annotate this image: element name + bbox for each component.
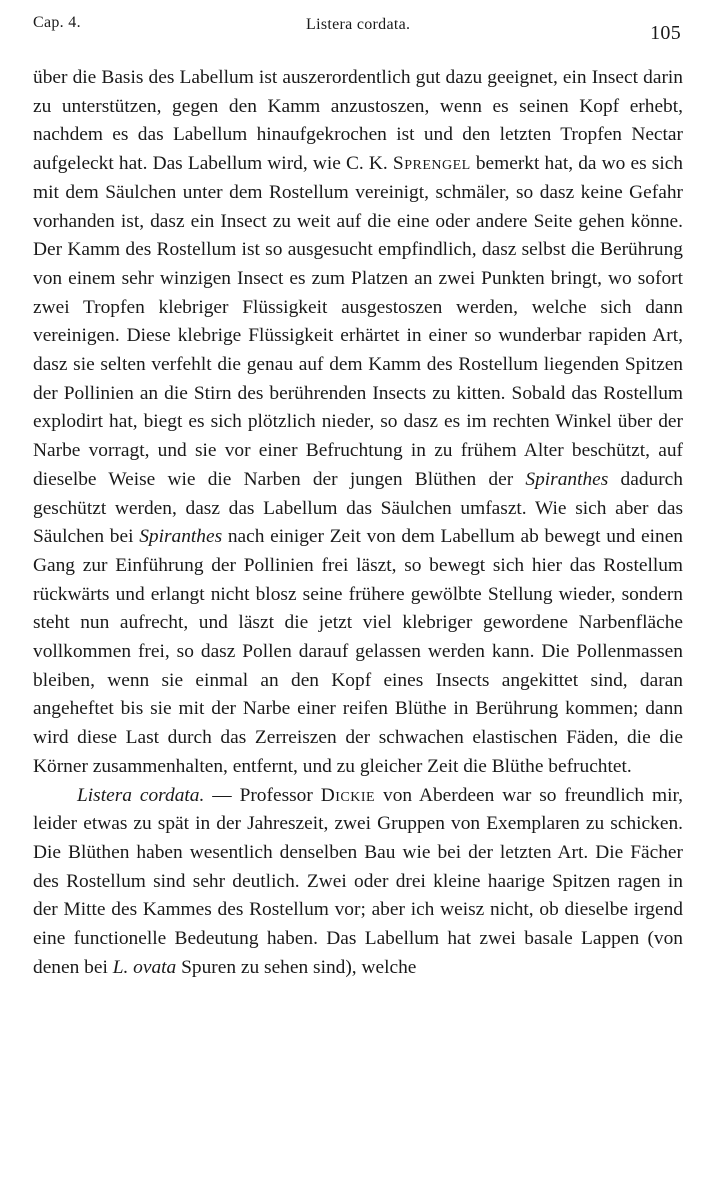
- text-run: bemerkt hat, da wo es sich mit dem Säulchen unter dem Rostellum vereinigt, schmäler, so dasz keine Gefahr vorhanden ist, dasz ein Insect zu weit auf die eine oder andere Seite gehen könne. Der Kamm des Rostellum ist so ausgesucht empfindlich, dasz selbst die Berührung von einem sehr winzigen Insect es zum Platzen an zwei Punkten bringt, wo sofort zwei Tropfen klebriger Flüssigkeit ausgestoszen werden, welche sich dann vereinigen. Diese klebrige Flüssigkeit erhärtet in einer so wunderbar rapiden Art, dasz sie selten verfehlt die genau auf dem Kamm des Rostellum liegenden Spitzen der Pollinien an die Stirn des berührenden Insects zu kitten. Sobald das Rostellum explodirt hat, biegt es sich plötzlich nieder, so dasz es im rechten Winkel über der Narbe vorragt, und sie vor einer Befruchtung in zu frühem Alter beschützt, auf dieselbe Weise wie die Narben der jungen Blüthen der: [33, 153, 684, 490]
- chapter-label: Cap. 4.: [33, 14, 81, 31]
- author-name-sprengel: Sprengel: [392, 153, 471, 175]
- text-run: — Professor: [204, 784, 321, 806]
- paragraph-continued: [33, 64, 683, 782]
- genus-name: Spiranthes: [525, 468, 609, 490]
- species-abbreviation: L. ovata: [112, 956, 177, 978]
- text-run: dadurch geschützt werden, dasz das Labellum das Säulchen umfaszt. Wie sich aber das Säulchen bei: [33, 468, 683, 548]
- running-title: Listera cordata.: [306, 16, 411, 33]
- text-run: nach einiger Zeit von dem Labellum ab bewegt und einen Gang zur Einführung der Pollinien frei läszt, so bewegt sich hier das Rostellum rückwärts und erlangt nicht blosz seine frühere gewölbte Stellung wieder, sondern steht nun aufrecht, und läszt die jetzt viel klebriger gewordene Narbenfläche vollkommen frei, so dasz Pollen darauf gelassen werden kann. Die Pollenmassen bleiben, wenn sie einmal an den Kopf eines Insects angekittet sind, daran angeheftet bis sie mit der Narbe einer reifen Blüthe in Berührung kommen; dann wird diese Last durch das Zerreiszen der schwachen elastischen Fäden, die die Körner zusammenhalten, entfernt, und zu gleicher Zeit die Blüthe befruchtet.: [33, 526, 683, 777]
- author-name-dickie: Dickie: [320, 784, 376, 806]
- book-page: [33, 14, 683, 983]
- page-number: 105: [650, 22, 681, 44]
- running-head: [33, 14, 683, 44]
- genus-name: Spiranthes: [139, 526, 223, 548]
- text-run: Spuren zu sehen sind), welche: [176, 956, 417, 978]
- body-text: [33, 64, 683, 983]
- text-run: von Aberdeen war so freundlich mir, leider etwas zu spät in der Jahreszeit, zwei Gruppen von Exemplaren zu schicken. Die Blüthen haben wesentlich denselben Bau wie bei der letzten Art. Die Fächer des Rostellum sind sehr deutlich. Zwei oder drei kleine haarige Spitzen ragen in der Mitte des Kammes des Rostellum vor; aber ich weisz nicht, ob dieselbe irgend eine functionelle Bedeutung haben. Das Labellum hat zwei basale Lappen (von denen bei: [33, 784, 683, 978]
- text-run: über die Basis des Labellum ist auszerordentlich gut dazu geeignet, ein Insect darin zu unterstützen, gegen den Kamm anzustoszen, wenn es seinen Kopf erhebt, nachdem es das Labellum hinaufgekrochen ist und den letzten Tropfen Nectar aufgeleckt hat. Das Labellum wird, wie C. K.: [33, 67, 683, 175]
- species-heading: Listera cordata.: [77, 784, 205, 806]
- paragraph-listera-cordata: [33, 782, 683, 983]
